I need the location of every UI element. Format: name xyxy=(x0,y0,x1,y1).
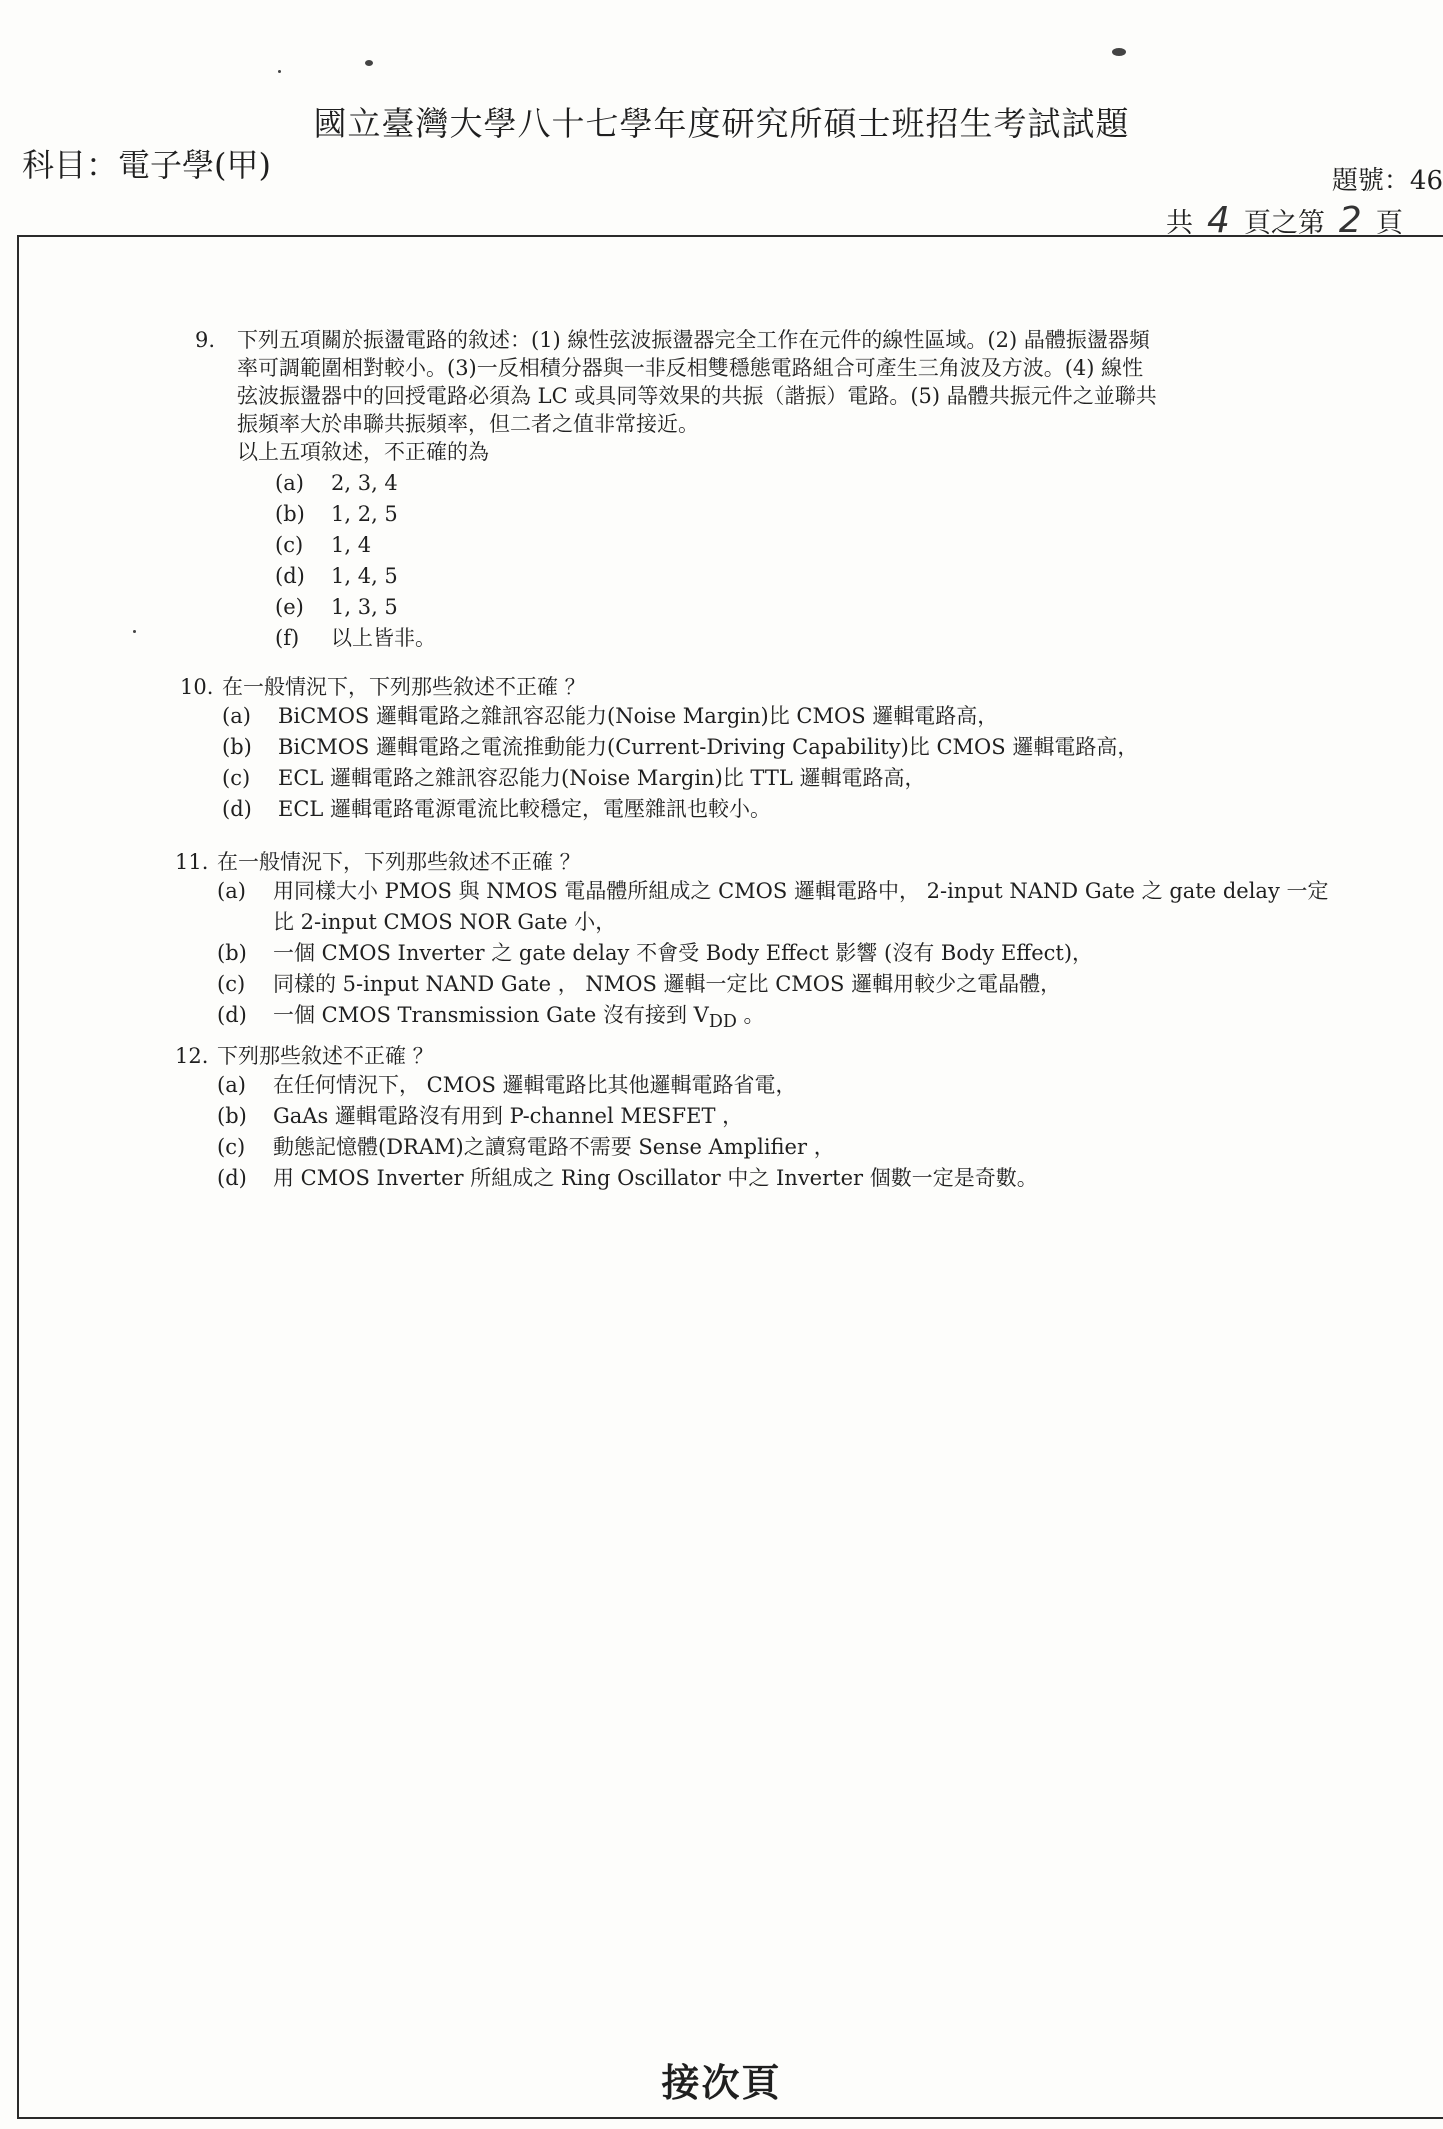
question-stem: 在一般情況下，下列那些敘述不正確 ？ xyxy=(217,850,581,874)
option-item xyxy=(222,763,1330,794)
option-item xyxy=(275,499,1325,530)
question-number: 12. xyxy=(175,1044,209,1068)
option-item xyxy=(217,1101,1335,1132)
option-label: (d) xyxy=(222,797,252,821)
option-label: (c) xyxy=(275,533,304,557)
option-text: 一個 CMOS Inverter 之 gate delay 不會受 Body Effect 影響 (沒有 Body Effect)， xyxy=(273,941,1094,965)
option-label: (b) xyxy=(217,1104,247,1128)
option-item xyxy=(217,1070,1335,1101)
option-label: (f) xyxy=(275,626,300,650)
option-list xyxy=(217,1070,1335,1194)
scan-speck xyxy=(133,630,136,633)
question-number: 9. xyxy=(195,328,216,352)
option-label: (d) xyxy=(275,564,305,588)
option-label: (b) xyxy=(217,941,247,965)
continue-next-page: 接次頁 xyxy=(661,2060,782,2105)
question-line: 下列五項關於振盪電路的敘述：(1) 線性弦波振盪器完全工作在元件的線性區域。(2) 晶體振盪器頻 xyxy=(237,328,1150,352)
option-text xyxy=(273,1000,1335,1038)
option-item xyxy=(217,1163,1335,1194)
option-item xyxy=(275,468,1325,499)
option-text: 1, 4 xyxy=(331,533,372,557)
option-item xyxy=(222,794,1330,825)
scan-speck xyxy=(365,60,373,66)
option-text: 1, 3, 5 xyxy=(331,595,398,619)
option-text: 2, 3, 4 xyxy=(331,471,398,495)
option-label: (a) xyxy=(217,1073,246,1097)
option-text: 同樣的 5-input NAND Gate ， NMOS 邏輯一定比 CMOS 邏輯用較少之電晶體， xyxy=(273,972,1062,996)
option-label: (b) xyxy=(275,502,305,526)
option-label: (c) xyxy=(222,766,251,790)
option-item xyxy=(275,530,1325,561)
option-text: 以上皆非。 xyxy=(331,626,436,650)
option-label: (c) xyxy=(217,972,246,996)
option-label: (a) xyxy=(217,879,246,903)
option-label: (a) xyxy=(222,704,251,728)
pages-total: 4 xyxy=(1207,200,1230,241)
exam-title: 國立臺灣大學八十七學年度研究所碩士班招生考試試題 xyxy=(313,104,1130,143)
option-text: 用 CMOS Inverter 所組成之 Ring Oscillator 中之 Inverter 個數一定是奇數。 xyxy=(273,1166,1038,1190)
option-label: (b) xyxy=(222,735,252,759)
question-line: 振頻率大於串聯共振頻率，但二者之值非常接近。 xyxy=(237,412,699,436)
option-item xyxy=(217,1000,1335,1038)
question-number-label: 題號：46 xyxy=(1331,166,1443,196)
option-item xyxy=(217,1132,1335,1163)
option-list xyxy=(222,701,1330,825)
option-text: 在任何情況下， CMOS 邏輯電路比其他邏輯電路省電， xyxy=(273,1073,797,1097)
option-item xyxy=(217,876,1335,938)
option-label: (d) xyxy=(217,1166,247,1190)
vdd-subscript: DD xyxy=(708,1012,737,1033)
question-12 xyxy=(175,1042,1335,1194)
option-label: (d) xyxy=(217,1003,247,1027)
option-text: 1, 2, 5 xyxy=(331,502,398,526)
question-9 xyxy=(195,326,1325,654)
option-item xyxy=(217,938,1335,969)
option-label: (c) xyxy=(217,1135,246,1159)
option-text: GaAs 邏輯電路沒有用到 P-channel MESFET ， xyxy=(273,1104,744,1128)
option-item xyxy=(275,623,1325,654)
question-stem: 在一般情況下，下列那些敘述不正確 ？ xyxy=(222,675,586,699)
option-text: BiCMOS 邏輯電路之雜訊容忍能力(Noise Margin)比 CMOS 邏輯電路高， xyxy=(278,704,999,728)
option-item xyxy=(275,561,1325,592)
question-line: 以上五項敘述，不正確的為 xyxy=(237,440,489,464)
option-item xyxy=(217,969,1335,1000)
option-text: ECL 邏輯電路電源電流比較穩定，電壓雜訊也較小。 xyxy=(278,797,772,821)
option-item xyxy=(222,732,1330,763)
option-text: ECL 邏輯電路之雜訊容忍能力(Noise Margin)比 TTL 邏輯電路高， xyxy=(278,766,926,790)
option-text: BiCMOS 邏輯電路之電流推動能力(Current-Driving Capability)比 CMOS 邏輯電路高， xyxy=(278,735,1139,759)
question-line: 率可調範圍相對較小。(3)一反相積分器與一非反相雙穩態電路組合可產生三角波及方波。(4) 線性 xyxy=(237,356,1144,380)
question-number: 10. xyxy=(180,675,214,699)
question-10 xyxy=(180,673,1330,825)
option-list xyxy=(275,468,1325,654)
pages-prefix: 共 xyxy=(1166,208,1193,239)
pages-middle: 頁之第 xyxy=(1243,208,1325,239)
option-text: 1, 4, 5 xyxy=(331,564,398,588)
option-item xyxy=(222,701,1330,732)
question-stem: 下列那些敘述不正確 ？ xyxy=(217,1044,434,1068)
option-label: (a) xyxy=(275,471,304,495)
scan-speck xyxy=(278,70,281,73)
question-line: 弦波振盪器中的回授電路必須為 LC 或具同等效果的共振（諧振）電路。(5) 晶體共振元件之並聯共 xyxy=(237,384,1157,408)
question-11 xyxy=(175,848,1335,1038)
option-text: 用同樣大小 PMOS 與 NMOS 電晶體所組成之 CMOS 邏輯電路中， 2-input NAND Gate 之 gate delay 一定比 2-input CMOS NOR Gate 小， xyxy=(273,879,1329,934)
option-text-main: 一個 CMOS Transmission Gate 沒有接到 V xyxy=(273,1003,709,1027)
option-label: (e) xyxy=(275,595,304,619)
question-number: 11. xyxy=(175,850,209,874)
option-list xyxy=(217,876,1335,1038)
option-text: 動態記憶體(DRAM)之讀寫電路不需要 Sense Amplifier ， xyxy=(273,1135,835,1159)
subject-label: 科目：電子學(甲) xyxy=(22,146,271,184)
scan-speck xyxy=(1112,48,1126,56)
pages-suffix: 頁 xyxy=(1375,208,1403,239)
pages-current: 2 xyxy=(1338,200,1362,241)
option-item xyxy=(275,592,1325,623)
option-text-end: 。 xyxy=(736,1003,765,1027)
